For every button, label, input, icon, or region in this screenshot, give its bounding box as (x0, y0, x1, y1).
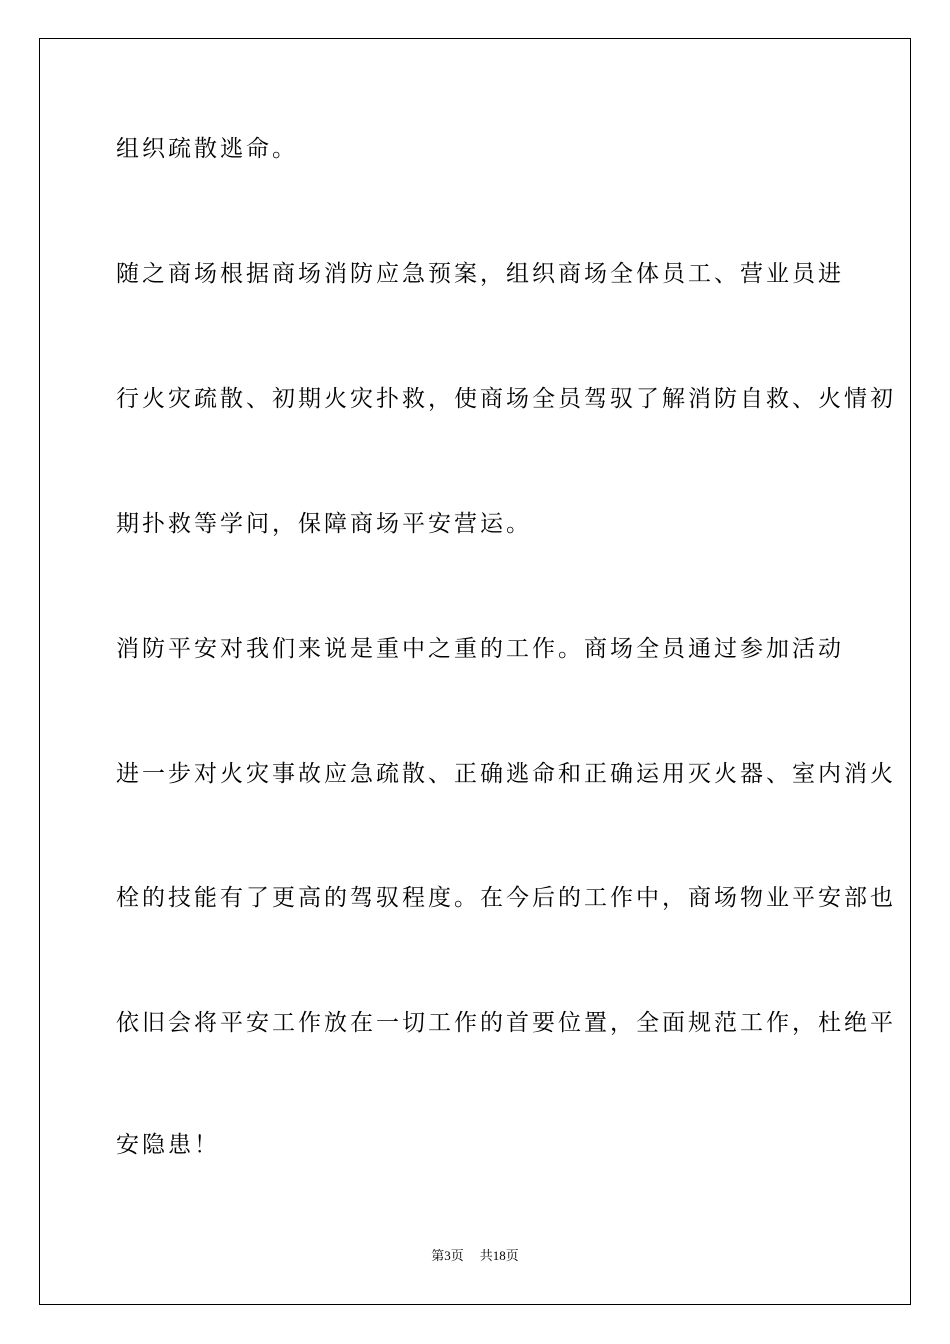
page-total: 共18页 (479, 1248, 519, 1263)
body-text-line: 进一步对火灾事故应急疏散、正确逃命和正确运用灭火器、室内消火 (116, 761, 896, 787)
page-border (39, 38, 911, 1305)
body-text-line: 行火灾疏散、初期火灾扑救，使商场全员驾驭了解消防自救、火情初 (116, 386, 896, 412)
body-text-line: 安隐患！ (116, 1132, 220, 1158)
page-number: 第3页 (431, 1248, 464, 1263)
body-text-line: 期扑救等学问，保障商场平安营运。 (116, 511, 532, 537)
body-text-line: 消防平安对我们来说是重中之重的工作。商场全员通过参加活动 (116, 636, 844, 662)
body-text-line: 随之商场根据商场消防应急预案，组织商场全体员工、营业员进 (116, 261, 844, 287)
body-text-line: 栓的技能有了更高的驾驭程度。在今后的工作中，商场物业平安部也 (116, 885, 896, 911)
body-text-line: 组织疏散逃命。 (116, 136, 298, 162)
body-text-line: 依旧会将平安工作放在一切工作的首要位置，全面规范工作，杜绝平 (116, 1010, 896, 1036)
page-footer (0, 1247, 950, 1265)
